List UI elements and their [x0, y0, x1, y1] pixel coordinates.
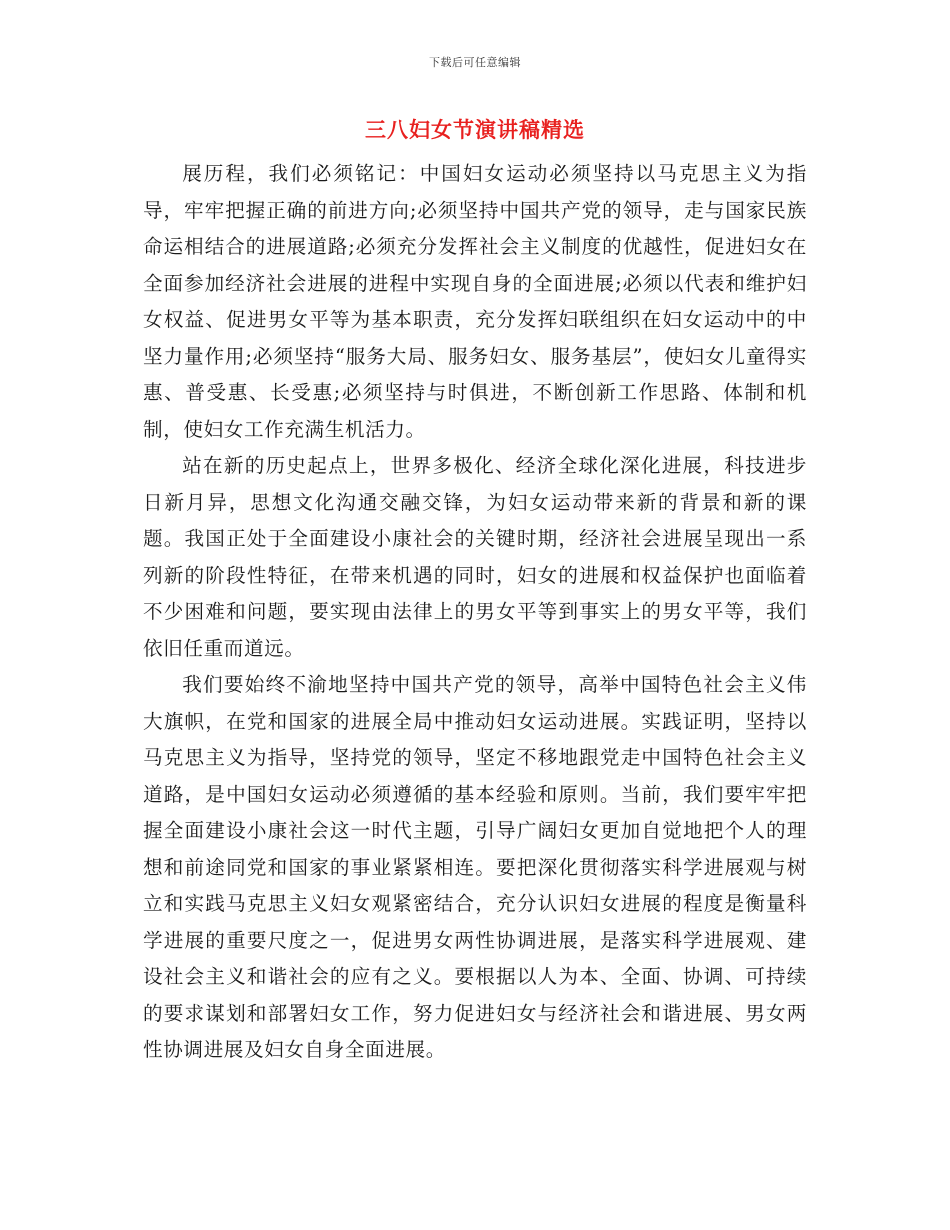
document-title: 三八妇女节演讲稿精选 — [365, 118, 585, 142]
paragraph-2: 站在新的历史起点上，世界多极化、经济全球化深化进展，科技进步日新月异，思想文化沟通交融交锋，为妇女运动带来新的背景和新的课题。我国正处于全面建设小康社会的关键时期，经济社会进展呈现出一系列新的阶段性特征，在带来机遇的同时，妇女的进展和权益保护也面临着不少困难和问题，要实现由法律上的男女平等到事实上的男女平等，我们依旧任重而道远。 — [143, 454, 807, 660]
document-body — [143, 156, 807, 1069]
paragraph-1: 展历程，我们必须铭记：中国妇女运动必须坚持以马克思主义为指导，牢牢把握正确的前进方向;必须坚持中国共产党的领导，走与国家民族命运相结合的进展道路;必须充分发挥社会主义制度的优越性，促进妇女在全面参加经济社会进展的进程中实现自身的全面进展;必须以代表和维护妇女权益、促进男女平等为基本职责，充分发挥妇联组织在妇女运动中的中坚力量作用;必须坚持“服务大局、服务妇女、服务基层”，使妇女儿童得实惠、普受惠、长受惠;必须坚持与时俱进，不断创新工作思路、体制和机制，使妇女工作充满生机活力。 — [143, 162, 807, 441]
paragraph-3: 我们要始终不渝地坚持中国共产党的领导，高举中国特色社会主义伟大旗帜，在党和国家的进展全局中推动妇女运动进展。实践证明，坚持以马克思主义为指导，坚持党的领导，坚定不移地跟党走中国特色社会主义道路，是中国妇女运动必须遵循的基本经验和原则。当前，我们要牢牢把握全面建设小康社会这一时代主题，引导广阔妇女更加自觉地把个人的理想和前途同党和国家的事业紧紧相连。要把深化贯彻落实科学进展观与树立和实践马克思主义妇女观紧密结合，充分认识妇女进展的程度是衡量科学进展的重要尺度之一，促进男女两性协调进展，是落实科学进展观、建设社会主义和谐社会的应有之义。要根据以人为本、全面、协调、可持续的要求谋划和部署妇女工作，努力促进妇女与经济社会和谐进展、男女两性协调进展及妇女自身全面进展。 — [143, 673, 807, 1061]
page-header-note: 下载后可任意编辑 — [429, 56, 521, 69]
